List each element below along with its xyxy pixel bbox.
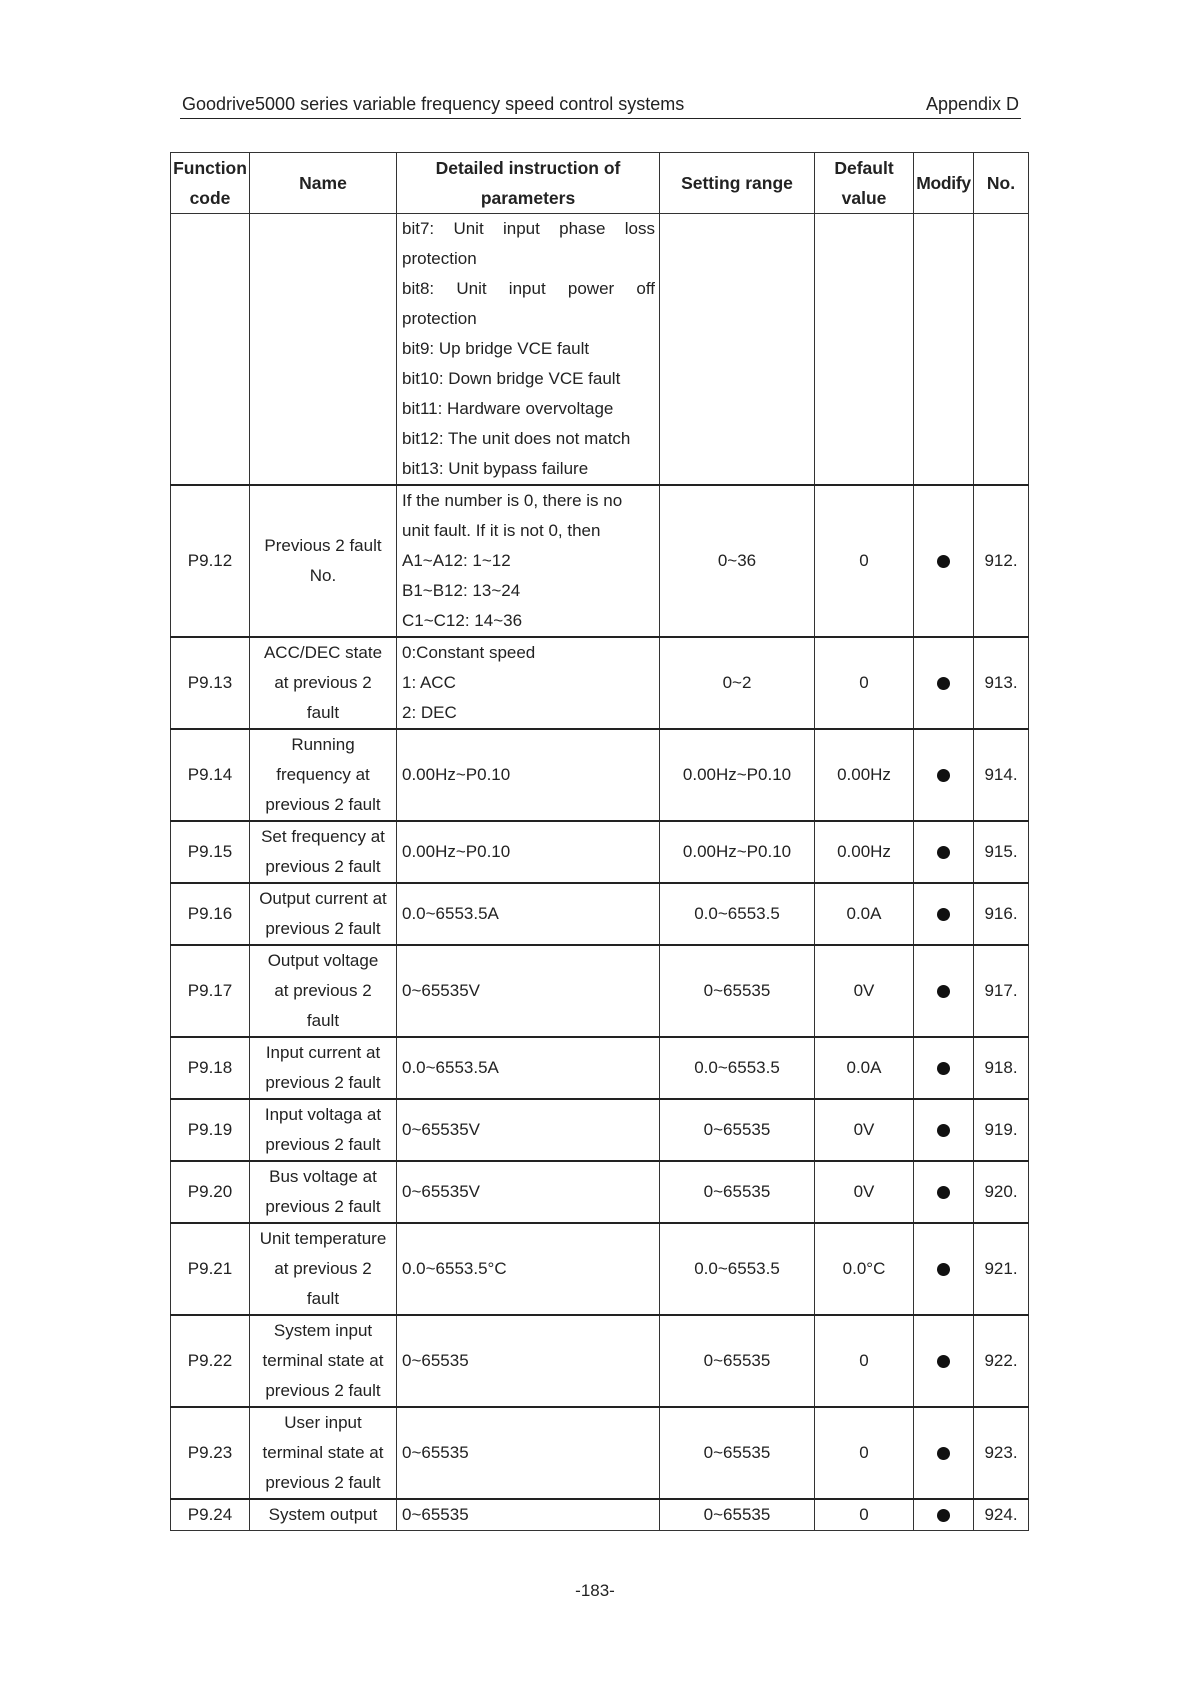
cell-function-code: P9.21: [171, 1223, 250, 1315]
cell-function-code: P9.14: [171, 729, 250, 821]
cell-detail: 0~65535V: [397, 945, 660, 1037]
modify-dot-icon: [937, 846, 950, 859]
table-row: [171, 637, 1029, 729]
cell-default: 0: [815, 485, 914, 637]
cell-detail: 0.0~6553.5A: [397, 883, 660, 945]
cell-modify: [914, 1223, 974, 1315]
cell-default: 0.00Hz: [815, 729, 914, 821]
cell-function-code: P9.15: [171, 821, 250, 883]
cell-detail: 0~65535: [397, 1315, 660, 1407]
cell-name: Output current at previous 2 fault: [250, 883, 397, 945]
table-row: [171, 485, 1029, 637]
cell-setting-range: 0.00Hz~P0.10: [660, 729, 815, 821]
col-setting-range: Setting range: [660, 153, 815, 214]
cell-setting-range: 0.0~6553.5: [660, 1223, 815, 1315]
modify-dot-icon: [937, 1186, 950, 1199]
cell-setting-range: 0~36: [660, 485, 815, 637]
cell-name: Input voltaga at previous 2 fault: [250, 1099, 397, 1161]
cell-default: 0.0A: [815, 883, 914, 945]
cell-detail: If the number is 0, there is no unit fault. If it is not 0, then A1~A12: 1~12 B1~B12: 13~24 C1~C12: 14~36: [397, 485, 660, 637]
cell-no: 920.: [974, 1161, 1029, 1223]
cell-modify: [914, 485, 974, 637]
cell-name: Set frequency at previous 2 fault: [250, 821, 397, 883]
modify-dot-icon: [937, 555, 950, 568]
cell-name: Output voltage at previous 2 fault: [250, 945, 397, 1037]
parameter-table: [170, 152, 1029, 1531]
cell-detail: 0.0~6553.5°C: [397, 1223, 660, 1315]
cell-name: User input terminal state at previous 2 fault: [250, 1407, 397, 1499]
modify-dot-icon: [937, 1124, 950, 1137]
modify-dot-icon: [937, 985, 950, 998]
modify-dot-icon: [937, 677, 950, 690]
modify-dot-icon: [937, 1062, 950, 1075]
cell-detail: bit7: Unit input phase loss protection bit8: Unit input power off protection bit9: Up bridge VCE fault bit10: Down bridge VCE fault bit11: Hardware overvoltage bit12: The unit does not match bit13: Unit bypass failure: [397, 214, 660, 486]
cell-modify: [914, 1499, 974, 1531]
cell-function-code: P9.13: [171, 637, 250, 729]
cell-default: 0.0A: [815, 1037, 914, 1099]
cell-function-code: P9.16: [171, 883, 250, 945]
cell-no: 918.: [974, 1037, 1029, 1099]
table-row: [171, 1161, 1029, 1223]
table-row: [171, 1223, 1029, 1315]
cell-no: 922.: [974, 1315, 1029, 1407]
cell-setting-range: 0.0~6553.5: [660, 1037, 815, 1099]
table-header-row: [171, 153, 1029, 214]
cell-name: Unit temperature at previous 2 fault: [250, 1223, 397, 1315]
cell-setting-range: 0.00Hz~P0.10: [660, 821, 815, 883]
table-row: [171, 1407, 1029, 1499]
cell-function-code: P9.18: [171, 1037, 250, 1099]
cell-detail: 0~65535: [397, 1407, 660, 1499]
cell-detail: 0.00Hz~P0.10: [397, 729, 660, 821]
cell-default: 0: [815, 1315, 914, 1407]
modify-dot-icon: [937, 1355, 950, 1368]
cell-no: 923.: [974, 1407, 1029, 1499]
modify-dot-icon: [937, 769, 950, 782]
cell-modify: [914, 637, 974, 729]
cell-default: 0: [815, 1499, 914, 1531]
cell-modify: [914, 1315, 974, 1407]
cell-detail: 0~65535V: [397, 1161, 660, 1223]
cell-function-code: P9.24: [171, 1499, 250, 1531]
col-detail: Detailed instruction of parameters: [397, 153, 660, 214]
cell-function-code: P9.20: [171, 1161, 250, 1223]
cell-modify: [914, 1161, 974, 1223]
cell-name: Bus voltage at previous 2 fault: [250, 1161, 397, 1223]
cell-setting-range: 0~65535: [660, 1407, 815, 1499]
table-row: [171, 945, 1029, 1037]
table-row: [171, 883, 1029, 945]
cell-modify: [914, 821, 974, 883]
cell-setting-range: 0~2: [660, 637, 815, 729]
table-row: [171, 1315, 1029, 1407]
cell-no: 914.: [974, 729, 1029, 821]
page-number: -183-: [575, 1581, 615, 1600]
cell-no: 919.: [974, 1099, 1029, 1161]
cell-modify: [914, 729, 974, 821]
table-row: [171, 1037, 1029, 1099]
cell-function-code: P9.19: [171, 1099, 250, 1161]
cell-modify: [914, 1407, 974, 1499]
modify-dot-icon: [937, 1447, 950, 1460]
page-header: [180, 92, 1021, 119]
cell-no: 924.: [974, 1499, 1029, 1531]
cell-detail: 0.0~6553.5A: [397, 1037, 660, 1099]
cell-default: 0: [815, 637, 914, 729]
modify-dot-icon: [937, 1263, 950, 1276]
cell-default: 0: [815, 1407, 914, 1499]
cell-no: 921.: [974, 1223, 1029, 1315]
cell-name: Previous 2 fault No.: [250, 485, 397, 637]
cell-modify: [914, 945, 974, 1037]
cell-no: 915.: [974, 821, 1029, 883]
section-label: Appendix D: [925, 94, 1019, 114]
col-no: No.: [974, 153, 1029, 214]
cell-default: 0V: [815, 1161, 914, 1223]
cell-no: 916.: [974, 883, 1029, 945]
cell-function-code: P9.22: [171, 1315, 250, 1407]
cell-detail: 0:Constant speed 1: ACC 2: DEC: [397, 637, 660, 729]
cell-detail: 0.00Hz~P0.10: [397, 821, 660, 883]
cell-no: 912.: [974, 485, 1029, 637]
table-row: [171, 821, 1029, 883]
cell-default: 0.00Hz: [815, 821, 914, 883]
cell-function-code: P9.12: [171, 485, 250, 637]
col-function-code: Function code: [171, 153, 250, 214]
table-row: [171, 1099, 1029, 1161]
cell-no: 913.: [974, 637, 1029, 729]
modify-dot-icon: [937, 908, 950, 921]
cell-name: Input current at previous 2 fault: [250, 1037, 397, 1099]
cell-name: System output: [250, 1499, 397, 1531]
modify-dot-icon: [937, 1509, 950, 1522]
col-default: Default value: [815, 153, 914, 214]
cell-detail: 0~65535: [397, 1499, 660, 1531]
document-title: Goodrive5000 series variable frequency speed control systems: [182, 94, 685, 114]
cell-default: 0V: [815, 1099, 914, 1161]
cell-no: 917.: [974, 945, 1029, 1037]
cell-function-code: P9.17: [171, 945, 250, 1037]
cell-setting-range: 0~65535: [660, 1315, 815, 1407]
continuation-row: [171, 214, 1029, 486]
cell-setting-range: 0~65535: [660, 1099, 815, 1161]
cell-setting-range: 0~65535: [660, 945, 815, 1037]
cell-default: 0V: [815, 945, 914, 1037]
cell-setting-range: 0~65535: [660, 1499, 815, 1531]
col-modify: Modify: [914, 153, 974, 214]
table-row: [171, 729, 1029, 821]
cell-detail: 0~65535V: [397, 1099, 660, 1161]
cell-default: 0.0°C: [815, 1223, 914, 1315]
cell-modify: [914, 1099, 974, 1161]
cell-modify: [914, 883, 974, 945]
cell-modify: [914, 1037, 974, 1099]
cell-name: ACC/DEC state at previous 2 fault: [250, 637, 397, 729]
cell-name: System input terminal state at previous 2 fault: [250, 1315, 397, 1407]
cell-setting-range: 0~65535: [660, 1161, 815, 1223]
cell-setting-range: 0.0~6553.5: [660, 883, 815, 945]
col-name: Name: [250, 153, 397, 214]
table-row: [171, 1499, 1029, 1531]
cell-name: Running frequency at previous 2 fault: [250, 729, 397, 821]
cell-function-code: P9.23: [171, 1407, 250, 1499]
